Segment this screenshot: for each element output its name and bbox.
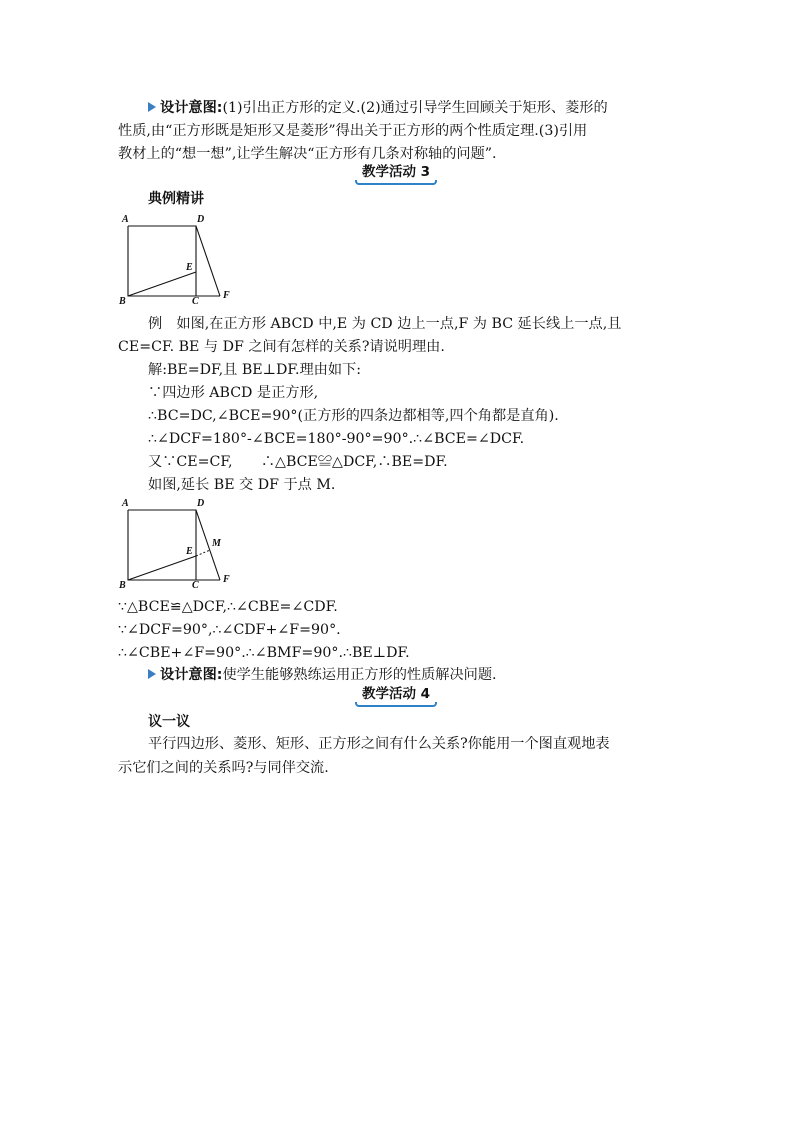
proof-line-3: ∴∠CBE+∠F=90°.∴∠BMF=90°.∴BE⊥DF. xyxy=(118,645,410,661)
solution-line-2: ∵四边形 ABCD 是正方形, xyxy=(148,385,319,401)
proof-line-1: ∵△BCE≌△DCF,∴∠CBE=∠CDF. xyxy=(118,599,338,615)
label-D: D xyxy=(197,214,205,225)
solution-line-3: ∴BC=DC,∠BCE=90°(正方形的四条边都相等,四个角都是直角). xyxy=(148,408,559,424)
design-intent-line-3: 教材上的“想一想”,让学生解决“正方形有几条对称轴的问题”. xyxy=(118,146,497,162)
label-C: C xyxy=(192,296,199,306)
solution-line-4: ∴∠DCF=180°-∠BCE=180°-90°=90°.∴∠BCE=∠DCF. xyxy=(148,431,525,447)
label-A: A xyxy=(122,498,129,509)
solution-line-5: 又∵CE=CF, ∴△BCE≌△DCF,∴BE=DF. xyxy=(148,454,448,470)
label-F: F xyxy=(223,290,230,301)
label-B: B xyxy=(119,296,126,306)
example-heading: 典例精讲 xyxy=(148,191,204,207)
label-A: A xyxy=(122,214,129,225)
solution-line-6: 如图,延长 BE 交 DF 于点 M. xyxy=(148,477,336,493)
design-intent-label: 设计意图: xyxy=(160,667,223,683)
label-B: B xyxy=(119,580,126,590)
example-line-1: 例 如图,在正方形 ABCD 中,E 为 CD 边上一点,F 为 BC 延长线上一点,且 xyxy=(148,316,622,332)
design-intent-label: 设计意图: xyxy=(160,100,223,116)
label-C: C xyxy=(192,580,199,590)
discuss-line-2: 示它们之间的关系吗?与同伴交流. xyxy=(118,760,329,776)
label-E: E xyxy=(186,262,193,273)
square-figure-1 xyxy=(114,210,244,306)
label-F: F xyxy=(223,574,230,585)
label-E: E xyxy=(186,546,193,557)
triangle-marker-icon xyxy=(148,669,156,679)
design-intent-line-2: 性质,由“正方形既是矩形又是菱形”得出关于正方形的两个性质定理.(3)引用 xyxy=(118,123,588,139)
label-M: M xyxy=(212,538,221,549)
example-line-2: CE=CF. BE 与 DF 之间有怎样的关系?请说明理由. xyxy=(118,339,445,355)
triangle-marker-icon xyxy=(148,102,156,112)
activity-3-banner: 教学活动 3 xyxy=(355,163,437,185)
square-figure-2 xyxy=(114,494,244,590)
activity-4-banner: 教学活动 4 xyxy=(355,685,437,707)
proof-line-2: ∵∠DCF=90°,∴∠CDF+∠F=90°. xyxy=(118,622,341,638)
design-intent-2-line: 设计意图:使学生能够熟练运用正方形的性质解决问题. xyxy=(118,665,678,685)
solution-line-1: 解:BE=DF,且 BE⊥DF.理由如下: xyxy=(148,362,362,378)
discuss-heading: 议一议 xyxy=(148,714,190,730)
design-intent-line-1: 设计意图:(1)引出正方形的定义.(2)通过引导学生回顾关于矩形、菱形的 xyxy=(118,98,678,118)
label-D: D xyxy=(197,498,205,509)
discuss-line-1: 平行四边形、菱形、矩形、正方形之间有什么关系?你能用一个图直观地表 xyxy=(148,736,610,752)
